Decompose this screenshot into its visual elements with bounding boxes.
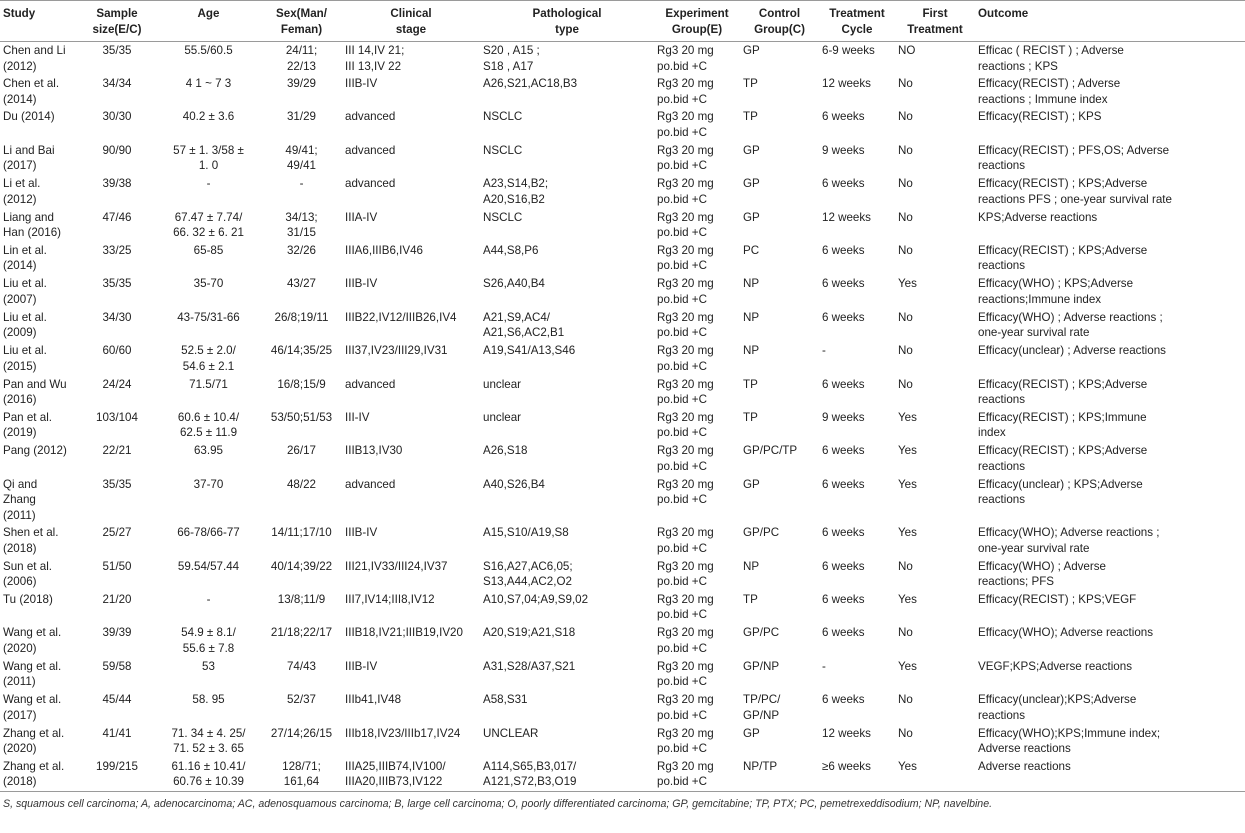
cell-age: 65-85	[193, 243, 224, 257]
table-row	[0, 175, 1245, 208]
cell-first-treatment: Yes	[898, 410, 917, 424]
cell-age: 57 ± 1. 3/58 ± 1. 0	[173, 143, 244, 173]
cell-pathological-type: S16,A27,AC6,05; S13,A44,AC2,O2	[483, 559, 573, 589]
cell-first-treatment: No	[898, 693, 913, 707]
cell-pathological-type: NSCLC	[483, 210, 523, 224]
cell-sex: 53/50;51/53	[270, 410, 333, 424]
table-row	[0, 725, 1245, 758]
cell-first-treatment: Yes	[898, 477, 917, 491]
cell-sex: 13/8;11/9	[277, 592, 326, 606]
header-first-treatment: First Treatment	[895, 1, 975, 42]
cell-clinical-stage: IIIb41,IV48	[345, 693, 402, 707]
cell-experiment-group: Rg3 20 mg po.bid +C	[657, 693, 714, 722]
cell-outcome: Efficacy(RECIST) ; KPS;Adverse reactions	[978, 243, 1148, 273]
cell-treatment-cycle: 6-9 weeks	[822, 44, 875, 57]
cell-sex: 24/11; 22/13	[285, 44, 318, 73]
cell-sample-size: 59/58	[102, 659, 132, 673]
cell-age: 60.6 ± 10.4/ 62.5 ± 11.9	[177, 410, 240, 440]
cell-experiment-group: Rg3 20 mg po.bid +C	[657, 177, 714, 206]
cell-sample-size: 30/30	[102, 110, 132, 124]
table-row	[0, 75, 1245, 108]
cell-control-group: GP	[743, 726, 760, 740]
cell-control-group: NP/TP	[740, 758, 819, 792]
cell-clinical-stage: IIIB-IV	[345, 526, 378, 540]
cell-age: 66-78/66-77	[177, 526, 240, 540]
table-row	[0, 691, 1245, 724]
cell-sample-size: 90/90	[102, 143, 132, 157]
table-row	[0, 591, 1245, 624]
table-row	[0, 409, 1245, 442]
cell-sample-size: 103/104	[96, 410, 138, 424]
cell-control-group: GP	[743, 143, 760, 157]
cell-sample-size: 21/20	[102, 592, 132, 606]
cell-experiment-group: Rg3 20 mg po.bid +C	[657, 344, 714, 373]
cell-clinical-stage: advanced	[345, 110, 396, 124]
cell-sex: 16/8;15/9	[277, 377, 326, 391]
cell-sex: 31/29	[286, 110, 316, 124]
cell-sex: 49/41; 49/41	[285, 143, 318, 173]
cell-experiment-group: Rg3 20 mg po.bid +C	[657, 143, 714, 173]
cell-pathological-type: A40,S26,B4	[483, 477, 545, 491]
cell-control-group: PC	[743, 243, 760, 257]
cell-sex: 14/11;17/10	[271, 526, 332, 540]
cell-outcome: Efficacy(RECIST) ; KPS	[978, 110, 1102, 124]
table-row	[0, 524, 1245, 557]
cell-control-group: NP	[743, 310, 760, 324]
cell-study: Pang (2012)	[3, 444, 67, 458]
cell-clinical-stage: advanced	[345, 177, 396, 191]
cell-pathological-type: A10,S7,04;A9,S9,02	[483, 592, 589, 606]
cell-study: Lin et al. (2014)	[3, 243, 47, 273]
cell-treatment-cycle: 6 weeks	[822, 110, 865, 124]
table-row	[0, 108, 1245, 141]
cell-outcome: Efficacy(unclear) ; Adverse reactions	[978, 344, 1166, 358]
cell-pathological-type: A26,S21,AC18,B3	[483, 77, 578, 90]
cell-pathological-type: A31,S28/A37,S21	[483, 659, 576, 673]
cell-pathological-type: NSCLC	[483, 143, 523, 157]
cell-control-group: GP/PC	[743, 526, 780, 540]
cell-treatment-cycle: 6 weeks	[822, 559, 865, 573]
cell-clinical-stage: IIIB13,IV30	[345, 444, 403, 458]
cell-pathological-type: NSCLC	[483, 110, 523, 124]
cell-first-treatment: No	[898, 110, 913, 124]
table-row	[0, 476, 1245, 525]
cell-age: 59.54/57.44	[177, 559, 240, 573]
table-row	[0, 242, 1245, 275]
cell-outcome: Efficacy(RECIST) ; KPS;Adverse reactions	[978, 444, 1148, 473]
cell-clinical-stage: IIIB-IV	[345, 77, 378, 90]
cell-outcome: Efficacy(unclear);KPS;Adverse reactions	[978, 693, 1137, 722]
cell-age: 71.5/71	[189, 377, 228, 391]
cell-pathological-type: A44,S8,P6	[483, 243, 539, 257]
cell-control-group: GP/PC/TP	[743, 444, 798, 458]
cell-first-treatment: No	[898, 177, 913, 191]
table-row	[0, 376, 1245, 409]
header-outcome: Outcome	[975, 1, 1245, 42]
cell-study: Tu (2018)	[3, 592, 53, 606]
cell-control-group: GP	[743, 477, 760, 491]
cell-experiment-group: Rg3 20 mg po.bid +C	[657, 410, 714, 440]
header-control-group: Control Group(C)	[740, 1, 819, 42]
cell-control-group: GP	[743, 177, 760, 191]
cell-experiment-group: Rg3 20 mg po.bid +C	[657, 377, 714, 407]
cell-age: 63.95	[193, 444, 223, 458]
cell-experiment-group: Rg3 20 mg po.bid +C	[657, 726, 714, 756]
cell-outcome: KPS;Adverse reactions	[978, 210, 1098, 224]
cell-study: Zhang et al. (2018)	[0, 758, 78, 792]
cell-study: Liang and Han (2016)	[3, 210, 62, 240]
cell-outcome: Efficacy(WHO) ; KPS;Adverse reactions;Immune index	[978, 277, 1134, 306]
cell-clinical-stage: IIIB-IV	[345, 277, 378, 291]
cell-treatment-cycle: 6 weeks	[822, 592, 865, 606]
cell-experiment-group: Rg3 20 mg po.bid +C	[657, 310, 714, 340]
cell-clinical-stage: III21,IV33/III24,IV37	[345, 559, 448, 573]
cell-clinical-stage: IIIB-IV	[345, 659, 378, 673]
table-row	[0, 209, 1245, 242]
cell-study: Chen et al. (2014)	[3, 77, 60, 106]
cell-treatment-cycle: -	[822, 659, 826, 673]
cell-sample-size: 47/46	[102, 210, 132, 224]
cell-experiment-group: Rg3 20 mg po.bid +C	[657, 477, 714, 507]
cell-control-group: GP	[743, 210, 760, 224]
cell-study: Liu et al. (2015)	[3, 344, 47, 373]
cell-experiment-group: Rg3 20 mg po.bid +C	[657, 444, 714, 473]
cell-treatment-cycle: 6 weeks	[822, 177, 865, 191]
cell-study: Shen et al. (2018)	[3, 526, 59, 555]
cell-sample-size: 60/60	[102, 344, 132, 358]
cell-age: 52.5 ± 2.0/ 54.6 ± 2.1	[181, 344, 236, 373]
cell-control-group: NP	[743, 277, 760, 291]
cell-treatment-cycle: 6 weeks	[822, 277, 865, 291]
cell-outcome: Efficacy(RECIST) ; Adverse reactions ; Immune index	[978, 77, 1121, 106]
cell-study: Pan and Wu (2016)	[3, 377, 67, 407]
cell-clinical-stage: IIIB18,IV21;IIIB19,IV20	[345, 626, 463, 640]
cell-treatment-cycle: 6 weeks	[822, 243, 865, 257]
cell-study: Sun et al. (2006)	[3, 559, 52, 589]
header-treatment-cycle: Treatment Cycle	[819, 1, 895, 42]
cell-sample-size: 35/35	[102, 44, 132, 57]
cell-pathological-type: S26,A40,B4	[483, 277, 545, 291]
cell-sample-size: 45/44	[102, 693, 132, 707]
cell-outcome: Efficacy(unclear) ; KPS;Adverse reactions	[978, 477, 1143, 507]
cell-sample-size: 33/25	[102, 243, 132, 257]
cell-clinical-stage: IIIb18,IV23/IIIb17,IV24	[345, 726, 461, 740]
cell-age: 35-70	[193, 277, 224, 291]
cell-pathological-type: A20,S19;A21,S18	[483, 626, 576, 640]
cell-outcome: Efficacy(RECIST) ; KPS;Adverse reactions PFS ; one-year survival rate	[978, 177, 1172, 206]
table-row	[0, 42, 1245, 76]
cell-control-group: GP	[743, 44, 760, 57]
cell-control-group: GP/PC	[743, 626, 780, 640]
cell-first-treatment: No	[898, 77, 913, 90]
cell-clinical-stage: advanced	[345, 143, 396, 157]
cell-first-treatment: Yes	[895, 758, 975, 792]
cell-control-group: TP	[743, 377, 758, 391]
header-age: Age	[156, 1, 261, 42]
cell-treatment-cycle: ≥6 weeks	[819, 758, 895, 792]
cell-sex: 43/27	[286, 277, 316, 291]
cell-pathological-type: unclear	[483, 410, 522, 424]
header-experiment-group: Experiment Group(E)	[654, 1, 740, 42]
cell-outcome: Efficacy(WHO) ; Adverse reactions; PFS	[978, 559, 1106, 589]
cell-treatment-cycle: 6 weeks	[822, 377, 865, 391]
cell-sex: 26/17	[286, 444, 316, 458]
cell-clinical-stage: IIIA25,IIIB74,IV100/ IIIA20,IIIB73,IV122	[342, 758, 480, 792]
cell-pathological-type: A23,S14,B2; A20,S16,B2	[483, 177, 549, 206]
cell-experiment-group: Rg3 20 mg po.bid +C	[657, 44, 714, 73]
table-footnote: S, squamous cell carcinoma; A, adenocarcinoma; AC, adenosquamous carcinoma; B, large cell carcinoma; O, poorly differentiated carcinoma; GP, gemcitabine; TP, PTX; PC, pemetrexeddisodium; NP, navelbine.	[3, 797, 993, 810]
cell-treatment-cycle: 9 weeks	[822, 410, 865, 424]
header-clinical-stage: Clinical stage	[342, 1, 480, 42]
cell-experiment-group: Rg3 20 mg po.bid +C	[657, 243, 714, 273]
cell-clinical-stage: III7,IV14;III8,IV12	[345, 592, 435, 606]
cell-age: 53	[202, 659, 215, 673]
cell-clinical-stage: III37,IV23/III29,IV31	[345, 344, 448, 358]
cell-outcome: VEGF;KPS;Adverse reactions	[978, 659, 1133, 673]
cell-treatment-cycle: 6 weeks	[822, 310, 865, 324]
cell-first-treatment: No	[898, 210, 913, 224]
cell-study: Wang et al. (2011)	[3, 659, 62, 689]
header-sex: Sex(Man/ Feman)	[261, 1, 342, 42]
cell-experiment-group: Rg3 20 mg po.bid +C	[654, 758, 740, 792]
cell-first-treatment: Yes	[898, 526, 917, 540]
cell-sex: 27/14;26/15	[270, 726, 333, 740]
cell-treatment-cycle: 6 weeks	[822, 477, 865, 491]
cell-clinical-stage: advanced	[345, 477, 396, 491]
cell-sample-size: 22/21	[102, 444, 132, 458]
table-row	[0, 142, 1245, 175]
cell-age: 4 1 ~ 7 3	[185, 77, 232, 90]
cell-control-group: TP/PC/ GP/NP	[743, 693, 781, 722]
cell-sex: 34/13; 31/15	[285, 210, 318, 240]
cell-sex: 48/22	[286, 477, 316, 491]
cell-sex: 128/71; 161,64	[261, 758, 342, 792]
cell-treatment-cycle: -	[822, 344, 826, 358]
cell-pathological-type: unclear	[483, 377, 522, 391]
cell-outcome: Efficacy(RECIST) ; PFS,OS; Adverse reactions	[978, 143, 1170, 173]
cell-clinical-stage: III-IV	[345, 410, 370, 424]
cell-outcome: Efficacy(WHO); Adverse reactions	[978, 626, 1154, 640]
cell-sample-size: 199/215	[78, 758, 156, 792]
cell-sex: 52/37	[286, 693, 316, 707]
cell-pathological-type: A114,S65,B3,017/ A121,S72,B3,O19	[480, 758, 654, 792]
cell-clinical-stage: III 14,IV 21; III 13,IV 22	[345, 44, 405, 73]
cell-sex: 46/14;35/25	[270, 344, 333, 358]
header-study: Study	[0, 1, 78, 42]
cell-treatment-cycle: 12 weeks	[822, 77, 871, 90]
cell-experiment-group: Rg3 20 mg po.bid +C	[657, 559, 714, 589]
cell-sample-size: 34/30	[102, 310, 132, 324]
cell-experiment-group: Rg3 20 mg po.bid +C	[657, 592, 714, 622]
cell-study: Wang et al. (2020)	[3, 626, 62, 655]
table-row	[0, 624, 1245, 657]
table-row	[0, 442, 1245, 475]
cell-outcome: Efficacy(WHO) ; Adverse reactions ; one-year survival rate	[978, 310, 1163, 340]
cell-sample-size: 51/50	[102, 559, 132, 573]
header-sample-size: Sample size(E/C)	[78, 1, 156, 42]
cell-age: 71. 34 ± 4. 25/ 71. 52 ± 3. 65	[171, 726, 246, 756]
cell-clinical-stage: IIIA6,IIIB6,IV46	[345, 243, 423, 257]
cell-sample-size: 24/24	[102, 377, 132, 391]
cell-sex: 74/43	[286, 659, 316, 673]
cell-sample-size: 34/34	[102, 77, 132, 90]
header-row	[0, 1, 1245, 42]
cell-experiment-group: Rg3 20 mg po.bid +C	[657, 626, 714, 655]
cell-sample-size: 25/27	[102, 526, 132, 540]
cell-first-treatment: Yes	[898, 592, 917, 606]
cell-pathological-type: A58,S31	[483, 693, 528, 707]
table-body	[0, 42, 1245, 792]
cell-outcome: Adverse reactions	[975, 758, 1245, 792]
cell-control-group: TP	[743, 110, 758, 124]
cell-study: Pan et al. (2019)	[3, 410, 52, 440]
cell-study: Liu et al. (2007)	[3, 277, 47, 306]
cell-pathological-type: A19,S41/A13,S46	[483, 344, 576, 358]
cell-control-group: TP	[743, 592, 758, 606]
cell-age: 54.9 ± 8.1/ 55.6 ± 7.8	[181, 626, 236, 655]
cell-treatment-cycle: 12 weeks	[822, 726, 871, 740]
cell-experiment-group: Rg3 20 mg po.bid +C	[657, 77, 714, 106]
cell-experiment-group: Rg3 20 mg po.bid +C	[657, 526, 714, 555]
table-row	[0, 309, 1245, 342]
cell-outcome: Efficacy(RECIST) ; KPS;VEGF	[978, 592, 1137, 606]
cell-clinical-stage: advanced	[345, 377, 396, 391]
cell-pathological-type: UNCLEAR	[483, 726, 539, 740]
cell-age: -	[206, 592, 211, 606]
cell-outcome: Efficacy(RECIST) ; KPS;Immune index	[978, 410, 1147, 440]
cell-treatment-cycle: 9 weeks	[822, 143, 865, 157]
cell-study: Wang et al. (2017)	[3, 693, 62, 722]
cell-study: Zhang et al. (2020)	[3, 726, 65, 756]
cell-sex: 40/14;39/22	[270, 559, 333, 573]
cell-treatment-cycle: 6 weeks	[822, 626, 865, 640]
cell-age: -	[206, 177, 211, 191]
cell-outcome: Efficacy(WHO); Adverse reactions ; one-year survival rate	[978, 526, 1160, 555]
cell-study: Li et al. (2012)	[3, 177, 41, 206]
cell-clinical-stage: IIIB22,IV12/IIIB26,IV4	[345, 310, 457, 324]
header-pathological-type: Pathological type	[480, 1, 654, 42]
cell-age: 61.16 ± 10.41/ 60.76 ± 10.39	[156, 758, 261, 792]
cell-sex: 26/8;19/11	[274, 310, 329, 324]
cell-outcome: Efficacy(WHO);KPS;Immune index; Adverse reactions	[978, 726, 1161, 756]
cell-treatment-cycle: 6 weeks	[822, 526, 865, 540]
cell-study: Qi and Zhang (2011)	[3, 477, 38, 522]
table-row	[0, 558, 1245, 591]
cell-sample-size: 39/38	[102, 177, 132, 191]
cell-sex: 39/29	[286, 77, 316, 90]
cell-experiment-group: Rg3 20 mg po.bid +C	[657, 210, 714, 240]
cell-age: 43-75/31-66	[177, 310, 240, 324]
cell-outcome: Efficacy(RECIST) ; KPS;Adverse reactions	[978, 377, 1148, 407]
table-row	[0, 275, 1245, 308]
cell-sample-size: 35/35	[102, 277, 132, 291]
cell-study: Chen and Li (2012)	[3, 44, 66, 73]
cell-first-treatment: Yes	[898, 277, 917, 291]
cell-first-treatment: Yes	[898, 659, 917, 673]
cell-first-treatment: No	[898, 143, 913, 157]
cell-sample-size: 41/41	[102, 726, 132, 740]
cell-experiment-group: Rg3 20 mg po.bid +C	[657, 110, 714, 139]
cell-control-group: TP	[743, 410, 758, 424]
cell-experiment-group: Rg3 20 mg po.bid +C	[657, 659, 714, 689]
table-row	[0, 658, 1245, 691]
cell-first-treatment: No	[898, 243, 913, 257]
cell-age: 40.2 ± 3.6	[182, 110, 235, 124]
cell-first-treatment: NO	[898, 44, 916, 57]
cell-treatment-cycle: 6 weeks	[822, 444, 865, 458]
cell-pathological-type: A21,S9,AC4/ A21,S6,AC2,B1	[483, 310, 565, 340]
cell-sex: 32/26	[286, 243, 316, 257]
cell-age: 55.5/60.5	[184, 44, 233, 57]
cell-clinical-stage: IIIA-IV	[345, 210, 378, 224]
cell-treatment-cycle: 12 weeks	[822, 210, 871, 224]
cell-control-group: NP	[743, 344, 760, 358]
cell-first-treatment: No	[898, 626, 913, 640]
cell-sex: 21/18;22/17	[270, 626, 333, 640]
cell-outcome: Efficac ( RECIST ) ; Adverse reactions ; KPS	[978, 44, 1124, 73]
table-row	[0, 342, 1245, 375]
cell-first-treatment: No	[898, 344, 913, 358]
cell-control-group: NP	[743, 559, 760, 573]
cell-control-group: TP	[743, 77, 758, 90]
cell-first-treatment: No	[898, 377, 913, 391]
cell-first-treatment: No	[898, 726, 913, 740]
cell-first-treatment: No	[898, 559, 913, 573]
cell-sample-size: 35/35	[102, 477, 132, 491]
cell-age: 37-70	[193, 477, 224, 491]
cell-first-treatment: Yes	[898, 444, 917, 458]
cell-pathological-type: S20 , A15 ; S18 , A17	[483, 44, 540, 73]
cell-pathological-type: A26,S18	[483, 444, 528, 458]
cell-sample-size: 39/39	[102, 626, 132, 640]
cell-experiment-group: Rg3 20 mg po.bid +C	[657, 277, 714, 306]
cell-treatment-cycle: 6 weeks	[822, 693, 865, 707]
cell-study: Li and Bai (2017)	[3, 143, 55, 173]
cell-first-treatment: No	[898, 310, 913, 324]
cell-age: 58. 95	[192, 693, 225, 707]
cell-control-group: GP/NP	[743, 659, 780, 673]
cell-age: 67.47 ± 7.74/ 66. 32 ± 6. 21	[173, 210, 244, 240]
cell-study: Liu et al. (2009)	[3, 310, 47, 340]
cell-pathological-type: A15,S10/A19,S8	[483, 526, 569, 540]
table-row	[0, 758, 1245, 792]
cell-sex: -	[299, 177, 304, 191]
cell-study: Du (2014)	[3, 110, 55, 124]
